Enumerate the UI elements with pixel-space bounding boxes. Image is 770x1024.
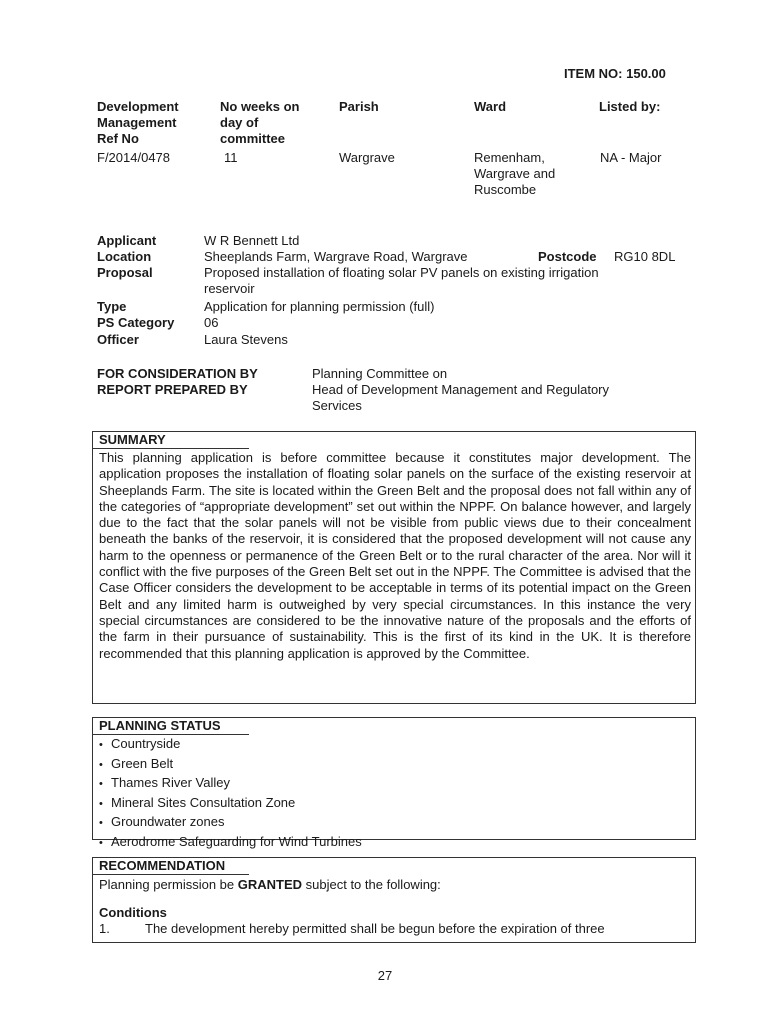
proposal-value: Proposed installation of floating solar PV panels on existing irrigation reservoir (204, 265, 599, 296)
proposal-label: Proposal (97, 265, 153, 280)
for-consideration-label: FOR CONSIDERATION BY (97, 366, 258, 381)
applicant-label: Applicant (97, 233, 157, 248)
col-header-weeks: No weeks on day of committee (220, 99, 300, 146)
type-label: Type (97, 299, 127, 314)
weeks-value: 11 (224, 150, 238, 165)
ps-category-value: 06 (204, 315, 219, 330)
list-item: • Mineral Sites Consultation Zone (99, 794, 695, 814)
col-header-parish: Parish (339, 99, 379, 114)
summary-box (92, 431, 696, 704)
list-item: • Countryside (99, 735, 695, 755)
ref-no-value: F/2014/0478 (97, 150, 171, 165)
parish-value: Wargrave (339, 150, 395, 165)
recommendation-line: Planning permission be GRANTED subject to the following: (99, 877, 441, 892)
col-header-ward: Ward (474, 99, 507, 114)
list-item: • Thames River Valley (99, 774, 695, 794)
ps-category-label: PS Category (97, 315, 175, 330)
item-number: ITEM NO: 150.00 (564, 66, 666, 81)
report-prepared-value: Head of Development Management and Regulatory Services (312, 382, 610, 413)
planning-status-title: PLANNING STATUS (93, 718, 249, 735)
officer-label: Officer (97, 332, 139, 347)
for-consideration-value: Planning Committee on (312, 366, 448, 381)
col-header-ref: Development Management Ref No (97, 99, 179, 146)
postcode-label: Postcode (538, 249, 597, 264)
list-item: • Aerodrome Safeguarding for Wind Turbines (99, 833, 695, 853)
officer-value: Laura Stevens (204, 332, 288, 347)
planning-status-box (92, 717, 696, 849)
listed-by-value: NA - Major (600, 150, 662, 165)
recommendation-box (92, 857, 696, 943)
list-item: • Green Belt (99, 755, 695, 775)
list-item: • Groundwater zones (99, 813, 695, 833)
conditions-label: Conditions (99, 905, 167, 920)
type-value: Application for planning permission (full) (204, 299, 435, 314)
ward-value: Remenham, Wargrave and Ruscombe (474, 150, 556, 197)
col-header-listed-by: Listed by: (599, 99, 661, 114)
summary-title: SUMMARY (93, 432, 249, 449)
postcode-value: RG10 8DL (614, 249, 676, 264)
recommendation-title: RECOMMENDATION (93, 858, 249, 875)
report-prepared-label: REPORT PREPARED BY (97, 382, 248, 397)
page-number: 27 (377, 968, 393, 983)
applicant-value: W R Bennett Ltd (204, 233, 300, 248)
planning-status-list (93, 735, 695, 852)
location-label: Location (97, 249, 152, 264)
summary-text: This planning application is before committee because it constitutes major development. The application proposes the installation of floating solar panels on the surface of the existing reservoir at Sheeplands Farm. The site is located within the Green Belt and the proposal does not fall within any of the categories of “appropriate development” set out within the NPPF. On balance however, and largely due to the fact that the solar panels will not be visible from public views due to their concealment beneath the banks of the reservoir, it is considered that the proposed development will not cause any harm to the openness or permanence of the Green Belt or to the rural character of the area. Nor will it conflict with the five purposes of the Green Belt set out in the NPPF. The Committee is advised that the Case Officer considers the development to be acceptable in terms of its potential impact on the Green Belt and any limited harm is outweighed by very special circumstances. In this instance the very special circumstances are considered to be the innovative nature of the proposals and the efforts of the farm in their pursuance of sustainability. This is the first of its kind in the UK. It is therefore recommended that this planning application is approved by the Committee. (99, 450, 691, 661)
condition-1: 1. The development hereby permitted shall be begun before the expiration of three (99, 921, 605, 936)
location-value: Sheeplands Farm, Wargrave Road, Wargrave (204, 249, 468, 264)
